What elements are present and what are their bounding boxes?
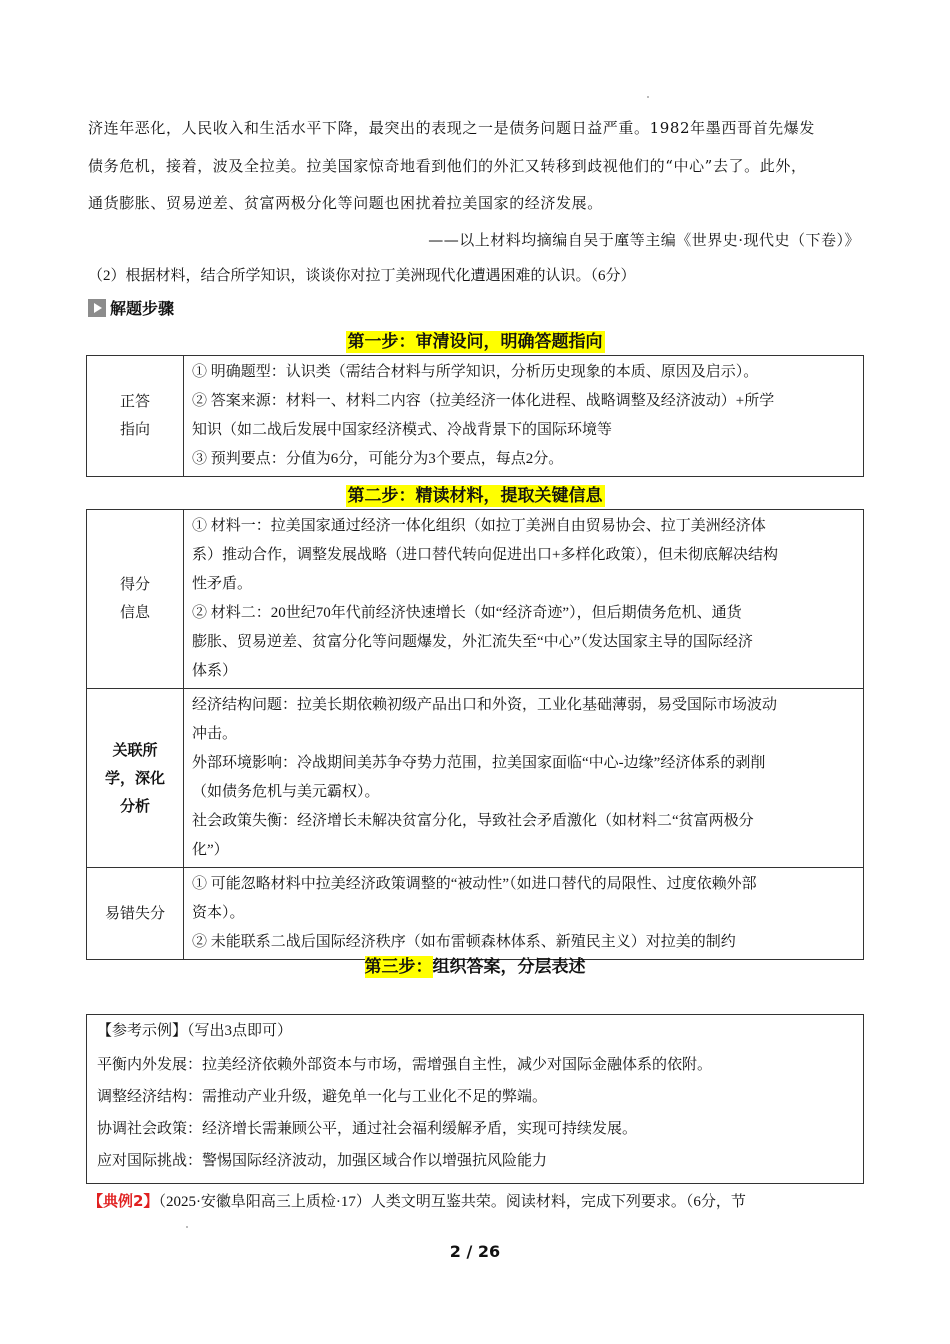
content-line: 膨胀、贸易逆差、贫富分化等问题爆发，外汇流失至“中心”（发达国家主导的国际经济 xyxy=(192,634,753,650)
example-text: （2025·安徽阜阳高三上质检·17）人类文明互鉴共荣。阅读材料，完成下列要求。（6分，节 xyxy=(158,1194,746,1210)
content-line: ② 答案来源：材料一、材料二内容（拉美经济一体化进程、战略调整及经济波动）+所学 xyxy=(192,393,775,409)
content-line: 经济结构问题：拉美长期依赖初级产品出口和外资，工业化基础薄弱，易受国际市场波动 xyxy=(192,697,778,713)
reference-title: 【参考示例】（写出3点即可） xyxy=(97,1023,293,1039)
table-row xyxy=(87,510,864,689)
decorative-dot xyxy=(647,96,649,98)
material-source: ——以上材料均摘编自吴于廑等主编《世界史·现代史（下卷）》 xyxy=(428,231,860,249)
step1-table xyxy=(86,355,864,477)
step1-heading-text: 第一步：审清设问，明确答题指向 xyxy=(347,332,603,352)
content-line: ③ 预判要点：分值为6分，可能分为3个要点，每点2分。 xyxy=(192,451,564,467)
label-line: 学，深化 xyxy=(104,769,165,787)
material-line-3: 通货膨胀、贸易逆差、贫富两极分化等问题也困扰着拉美国家的经济发展。 xyxy=(88,194,603,212)
step2-heading-text: 第二步：精读材料，提取关键信息 xyxy=(347,486,603,506)
play-icon xyxy=(88,299,106,317)
label-line: 分析 xyxy=(119,797,150,815)
content-line: ① 明确题型：认识类（需结合材料与所学知识，分析历史现象的本质、原因及启示）。 xyxy=(192,364,759,380)
steps-title-label: 解题步骤 xyxy=(110,299,175,318)
content-line: 资本）。 xyxy=(192,905,245,921)
label-line: 得分 xyxy=(119,577,150,593)
content-line: ② 材料二：20世纪70年代前经济快速增长（如“经济奇迹”），但后期债务危机、通货 xyxy=(192,605,742,621)
label-line: 正答 xyxy=(119,394,150,410)
table-row xyxy=(87,356,864,477)
label-line: 信息 xyxy=(119,605,150,621)
step2-row2-label xyxy=(87,689,184,868)
decorative-dot xyxy=(186,1226,188,1228)
label-line: 易错失分 xyxy=(104,905,165,922)
step2-table xyxy=(86,509,864,960)
content-line: 社会政策失衡：经济增长未解决贫富分化，导致社会矛盾激化（如材料二“贫富两极分 xyxy=(192,813,754,829)
reference-box xyxy=(86,1014,864,1184)
content-line: 知识（如二战后发展中国家经济模式、冷战背景下的国际环境等 xyxy=(192,422,613,438)
table-row xyxy=(87,689,864,868)
step1-label xyxy=(87,356,184,477)
reference-line: 协调社会政策：经济增长需兼顾公平，通过社会福利缓解矛盾，实现可持续发展。 xyxy=(97,1121,638,1137)
steps-title xyxy=(88,296,174,319)
step3-heading-label: 第三步： xyxy=(364,957,433,977)
step3-heading xyxy=(0,952,950,977)
question-text: （2）根据材料，结合所学知识，谈谈你对拉丁美洲现代化遭遇困难的认识。（6分） xyxy=(88,268,636,284)
label-line: 关联所 xyxy=(112,741,158,759)
step3-heading-rest: 组织答案，分层表述 xyxy=(432,957,586,977)
content-line: 体系） xyxy=(192,663,238,679)
step2-row1-content xyxy=(184,510,864,689)
table-row xyxy=(87,868,864,960)
step2-row3-label xyxy=(87,868,184,960)
content-line: 外部环境影响：冷战期间美苏争夺势力范围，拉美国家面临“中心-边缘”经济体系的剥削 xyxy=(192,755,766,771)
example-line xyxy=(88,1190,746,1211)
step1-content xyxy=(184,356,864,477)
material-line-1: 济连年恶化，人民收入和生活水平下降，最突出的表现之一是债务问题日益严重。1982年墨西哥首先爆发 xyxy=(88,119,815,137)
label-line: 指向 xyxy=(119,422,150,438)
reference-line: 平衡内外发展：拉美经济依赖外部资本与市场，需增强自主性，减少对国际金融体系的依附。 xyxy=(97,1057,713,1073)
reference-line: 应对国际挑战：警惕国际经济波动，加强区域合作以增强抗风险能力 xyxy=(97,1153,548,1169)
content-line: 系）推动合作，调整发展战略（进口替代转向促进出口+多样化政策），但未彻底解决结构 xyxy=(192,547,778,563)
content-line: ① 可能忽略材料中拉美经济政策调整的“被动性”（如进口替代的局限性、过度依赖外部 xyxy=(192,876,757,892)
page-number: 2 / 26 xyxy=(449,1242,501,1261)
reference-line: 调整经济结构：需推动产业升级，避免单一化与工业化不足的弊端。 xyxy=(97,1089,548,1105)
step2-row3-content xyxy=(184,868,864,960)
step1-heading xyxy=(0,327,950,352)
step2-row2-content xyxy=(184,689,864,868)
content-line: （如债务危机与美元霸权）。 xyxy=(192,784,380,800)
step2-row1-label xyxy=(87,510,184,689)
content-line: ① 材料一：拉美国家通过经济一体化组织（如拉丁美洲自由贸易协会、拉丁美洲经济体 xyxy=(192,518,766,534)
content-line: 化”） xyxy=(192,842,229,858)
step2-heading xyxy=(0,481,950,506)
material-line-2: 债务危机，接着，波及全拉美。拉美国家惊奇地看到他们的外汇又转移到歧视他们的“中心”去了。此外， xyxy=(88,157,807,175)
content-line: 性矛盾。 xyxy=(192,576,253,592)
example-tag: 【典例2】 xyxy=(88,1192,159,1210)
content-line: 冲击。 xyxy=(192,726,238,742)
content-line: ② 未能联系二战后国际经济秩序（如布雷顿森林体系、新殖民主义）对拉美的制约 xyxy=(192,934,736,950)
